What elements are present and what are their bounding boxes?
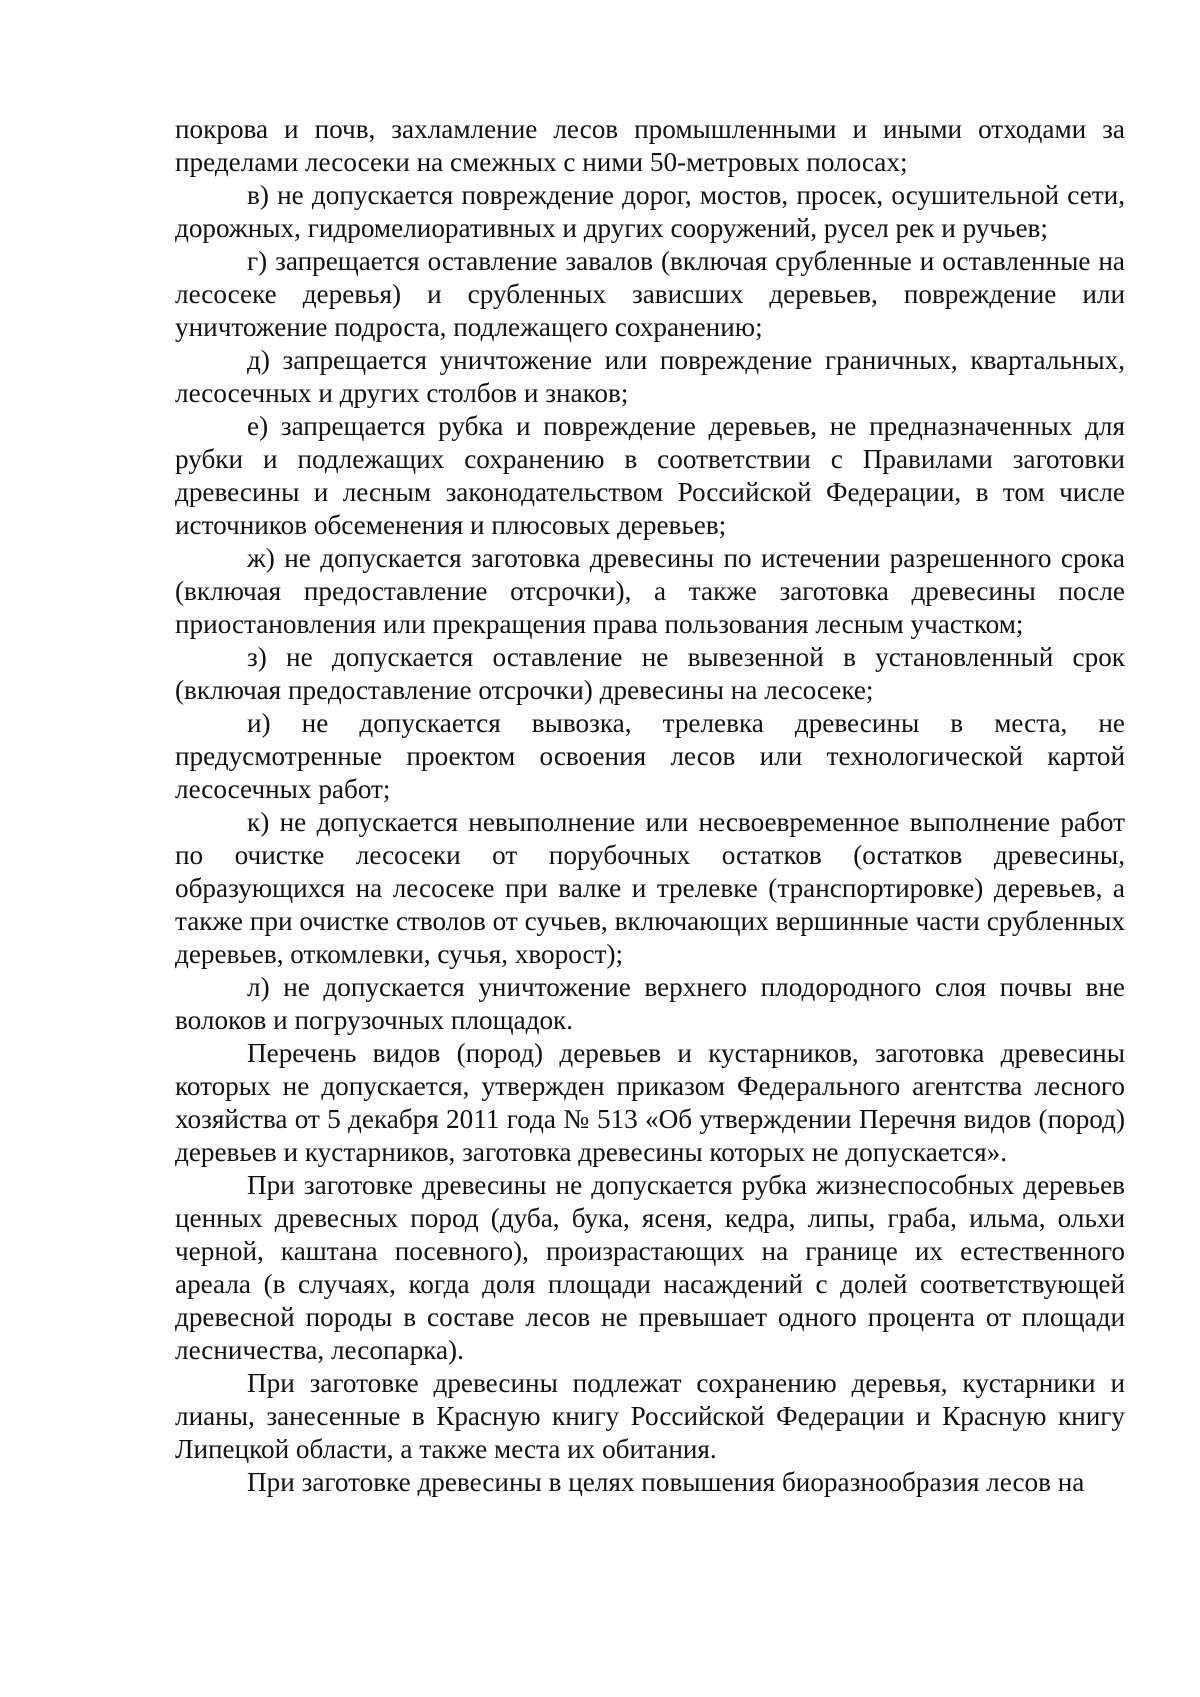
paragraph-item-e: е) запрещается рубка и повреждение деревьев, не предназначенных для рубки и подлежащих сохранению в соответствии с Правилами заготовки древесины и лесным законодательством Российской Федерации, в том числе источников обсеменения и плюсовых деревьев; xyxy=(175,411,1125,540)
paragraph-item-g: г) запрещается оставление завалов (включая срубленные и оставленные на лесосеке деревья) и срубленных зависших деревьев, повреждение или уничтожение подроста, подлежащего сохранению; xyxy=(175,246,1125,342)
paragraph-item-i: и) не допускается вывозка, трелевка древесины в места, не предусмотренные проектом освоения лесов или технологической картой лесосечных работ; xyxy=(175,708,1125,804)
paragraph-item-d: д) запрещается уничтожение или повреждение граничных, квартальных, лесосечных и других столбов и знаков; xyxy=(175,345,1125,408)
paragraph-red-book: При заготовке древесины подлежат сохранению деревья, кустарники и лианы, занесенные в Красную книгу Российской Федерации и Красную книгу Липецкой области, а также места их обитания. xyxy=(175,1368,1125,1464)
paragraph-item-k: к) не допускается невыполнение или несвоевременное выполнение работ по очистке лесосеки от порубочных остатков (остатков древесины, образующихся на лесосеке при валке и трелевке (транспортировке) деревьев, а также при очистке стволов от сучьев, включающих вершинные части срубленных деревьев, откомлевки, сучья, хворост); xyxy=(175,807,1125,969)
paragraph-item-zh: ж) не допускается заготовка древесины по истечении разрешенного срока (включая предоставление отсрочки), а также заготовка древесины после приостановления или прекращения права пользования лесным участком; xyxy=(175,543,1125,639)
paragraph-continuation: покрова и почв, захламление лесов промышленными и иными отходами за пределами лесосеки на смежных с ними 50-метровых полосах; xyxy=(175,114,1125,177)
paragraph-species-list: Перечень видов (пород) деревьев и кустарников, заготовка древесины которых не допускается, утвержден приказом Федерального агентства лесного хозяйства от 5 декабря 2011 года № 513 «Об утверждении Перечня видов (пород) деревьев и кустарников, заготовка древесины которых не допускается». xyxy=(175,1038,1125,1167)
paragraph-item-z: з) не допускается оставление не вывезенной в установленный срок (включая предоставление отсрочки) древесины на лесосеке; xyxy=(175,642,1125,705)
paragraph-item-v: в) не допускается повреждение дорог, мостов, просек, осушительной сети, дорожных, гидромелиоративных и других сооружений, русел рек и ручьев; xyxy=(175,180,1125,243)
paragraph-item-l: л) не допускается уничтожение верхнего плодородного слоя почвы вне волоков и погрузочных площадок. xyxy=(175,972,1125,1035)
paragraph-biodiversity: При заготовке древесины в целях повышения биоразнообразия лесов на xyxy=(247,1467,1085,1497)
paragraph-valuable-species: При заготовке древесины не допускается рубка жизнеспособных деревьев ценных древесных пород (дуба, бука, ясеня, кедра, липы, граба, ильма, ольхи черной, каштана посевного), произрастающих на границе их естественного ареала (в случаях, когда доля площади насаждений с долей соответствующей древесной породы в составе лесов не превышает одного процента от площади лесничества, лесопарка). xyxy=(175,1170,1125,1365)
document-page xyxy=(175,113,1125,1499)
